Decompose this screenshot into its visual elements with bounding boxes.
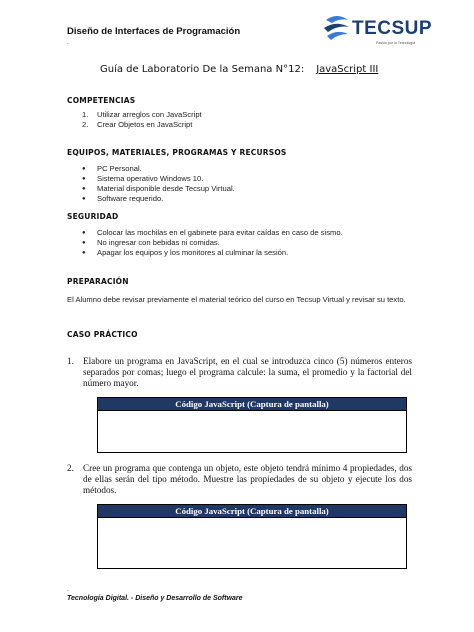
list-item	[67, 110, 202, 120]
preparacion-text: El Alumno debe revisar previamente el material teórico del curso en Tecsup Virtual y revisar su texto.	[67, 295, 406, 304]
bullet-icon: ●	[82, 230, 86, 236]
tecsup-logo-mark-icon	[322, 14, 352, 46]
bullet-icon: ●	[82, 176, 86, 182]
list-item	[67, 194, 235, 204]
list-item	[67, 120, 202, 130]
guide-title-text: Guía de Laboratorio De la Semana N°12:	[100, 64, 305, 75]
list-item	[67, 238, 343, 248]
code-box-header: Código JavaScript (Captura de pantalla)	[98, 505, 406, 518]
equipos-heading: EQUIPOS, MATERIALES, PROGRAMAS Y RECURSOS	[67, 148, 287, 157]
list-marker: 1.	[82, 110, 89, 119]
list-item	[67, 164, 235, 174]
logo-wordmark: TECSUP	[352, 18, 433, 39]
list-item	[67, 228, 343, 238]
exercise-number: 2.	[67, 463, 74, 473]
seguridad-heading: SEGURIDAD	[67, 212, 119, 221]
bullet-icon: ●	[82, 186, 86, 192]
preparacion-heading: PREPARACIÓN	[67, 277, 129, 286]
list-marker: 2.	[82, 120, 89, 129]
bullet-icon: ●	[82, 240, 86, 246]
footer-dot: .	[67, 587, 69, 593]
list-item-text: No ingresar con bebidas ni comidas.	[97, 238, 220, 247]
footer-text: Tecnología Digital. - Diseño y Desarrollo de Software	[67, 595, 243, 602]
list-item	[67, 248, 343, 258]
list-item-text: Utilizar arreglos con JavaScript	[97, 110, 202, 119]
code-box-header: Código JavaScript (Captura de pantalla)	[98, 398, 406, 411]
equipos-list	[67, 164, 235, 204]
seguridad-list	[67, 228, 343, 258]
code-capture-box-1	[97, 397, 407, 453]
tecsup-logo	[322, 14, 433, 50]
caso-practico-heading: CASO PRÁCTICO	[67, 330, 138, 339]
logo-tagline: Pasión por la Tecnología	[376, 41, 416, 45]
list-item-text: Software requerido.	[97, 194, 164, 203]
list-item	[67, 184, 235, 194]
exercise-number: 1.	[67, 356, 74, 366]
list-item-text: PC Personal.	[97, 164, 142, 173]
exercise-1	[67, 356, 412, 389]
competencias-heading: COMPETENCIAS	[67, 96, 136, 105]
code-capture-box-2	[97, 504, 407, 569]
exercise-2	[67, 463, 412, 496]
guide-topic: JavaScript III	[316, 64, 379, 75]
list-item-text: Apagar los equipos y los monitores al culminar la sesión.	[97, 248, 289, 257]
list-item-text: Material disponible desde Tecsup Virtual.	[97, 184, 235, 193]
bullet-icon: ●	[82, 250, 86, 256]
course-title: Diseño de Interfaces de Programación	[67, 26, 241, 37]
list-item-text: Colocar las mochilas en el gabinete para evitar caídas en caso de sismo.	[97, 228, 343, 237]
exercise-text: Elabore un programa en JavaScript, en el cual se introduzca cinco (5) números enteros separados por comas; luego el programa calcule: la suma, el promedio y la factorial del número mayor.	[83, 356, 412, 388]
list-item	[67, 174, 235, 184]
competencias-list	[67, 110, 202, 130]
exercise-text: Cree un programa que contenga un objeto, este objeto tendrá mínimo 4 propiedades, dos de ellas serán del tipo método. Muestre las propiedades de su objeto y ejecute los dos métodos.	[83, 463, 412, 495]
list-item-text: Sistema operativo Windows 10.	[97, 174, 204, 183]
header-dot: .	[67, 40, 69, 46]
guide-title	[100, 64, 378, 75]
bullet-icon: ●	[82, 196, 86, 202]
list-item-text: Crear Objetos en JavaScript	[97, 120, 193, 129]
bullet-icon: ●	[82, 166, 86, 172]
